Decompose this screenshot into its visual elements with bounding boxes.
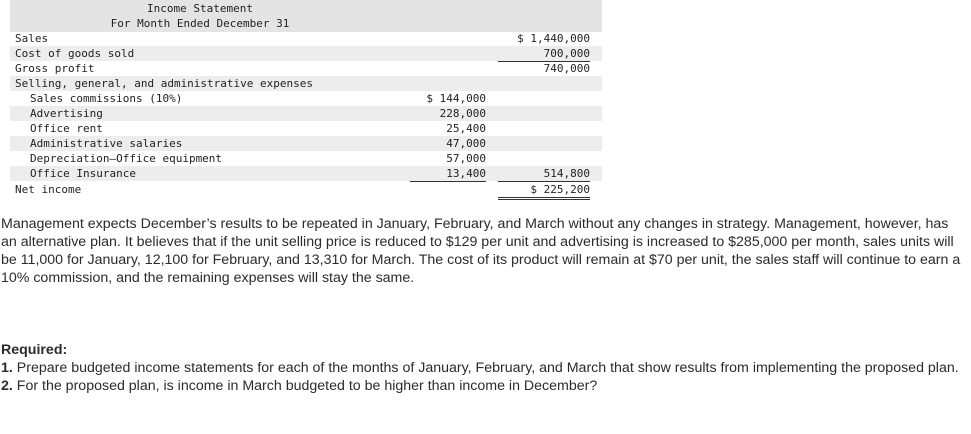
row-advertising — [10, 106, 602, 121]
question-1-number: 1. — [1, 360, 13, 376]
question-1 — [1, 359, 961, 377]
row-value-total: 700,000 — [498, 46, 590, 62]
row-label: Advertising — [30, 107, 103, 120]
row-label: Office rent — [30, 122, 103, 135]
statement-title: Income Statement — [147, 2, 253, 15]
row-cogs — [10, 46, 602, 61]
row-sales-commissions — [10, 91, 602, 106]
row-value-detail: 47,000 — [446, 137, 486, 150]
row-value-detail: 57,000 — [446, 152, 486, 165]
required-heading: Required: — [1, 342, 68, 358]
problem-paragraph — [1, 215, 961, 287]
row-net-income — [10, 182, 602, 197]
row-label: Cost of goods sold — [15, 47, 135, 60]
row-value-detail: $ 144,000 — [426, 92, 486, 105]
row-label: Sales commissions (10%) — [30, 92, 183, 105]
scenario-text: Management expects December’s results to be repeated in January, February, and March without any changes in strategy. Management, however, has an alternative plan. It believes that if the unit selling price is reduced to $129 per unit and advertising is increased to $285,000 per month, sales units will be 11,000 for January, 12,100 for February, and 13,310 for March. The cost of its product will remain at $70 per unit, the sales staff will continue to earn a 10% commission, and the remaining expenses will stay the same. — [1, 216, 961, 286]
row-depreciation — [10, 151, 602, 166]
row-label: Depreciation—Office equipment — [30, 152, 223, 165]
row-value-total: $ 225,200 — [498, 182, 590, 200]
row-sales — [10, 31, 602, 46]
row-gross-profit — [10, 61, 602, 76]
row-office-rent — [10, 121, 602, 136]
row-label: Gross profit — [15, 62, 95, 75]
row-label: Selling, general, and administrative expenses — [15, 77, 314, 90]
row-label: Sales — [15, 32, 49, 45]
statement-header — [10, 0, 602, 32]
question-1-text: Prepare budgeted income statements for each of the months of January, February, and March that show results from implementing the proposed plan. — [16, 360, 959, 376]
row-value-total: $ 1,440,000 — [517, 32, 590, 45]
row-value-detail: 13,400 — [410, 166, 486, 182]
question-2-text: For the proposed plan, is income in March budgeted to be higher than income in December? — [16, 378, 598, 394]
row-office-insurance — [10, 166, 602, 181]
statement-period: For Month Ended December 31 — [110, 17, 290, 30]
row-sga-heading — [10, 76, 602, 91]
row-value-total: 514,800 — [498, 166, 590, 182]
row-admin-salaries — [10, 136, 602, 151]
row-value-detail: 25,400 — [446, 122, 486, 135]
row-label: Administrative salaries — [30, 137, 183, 150]
row-value-total: 740,000 — [498, 61, 590, 77]
row-label: Office Insurance — [30, 167, 136, 180]
required-section — [1, 341, 961, 395]
row-value-detail: 228,000 — [439, 107, 486, 120]
row-label: Net income — [15, 183, 82, 196]
question-2 — [1, 377, 961, 395]
question-2-number: 2. — [1, 378, 13, 394]
